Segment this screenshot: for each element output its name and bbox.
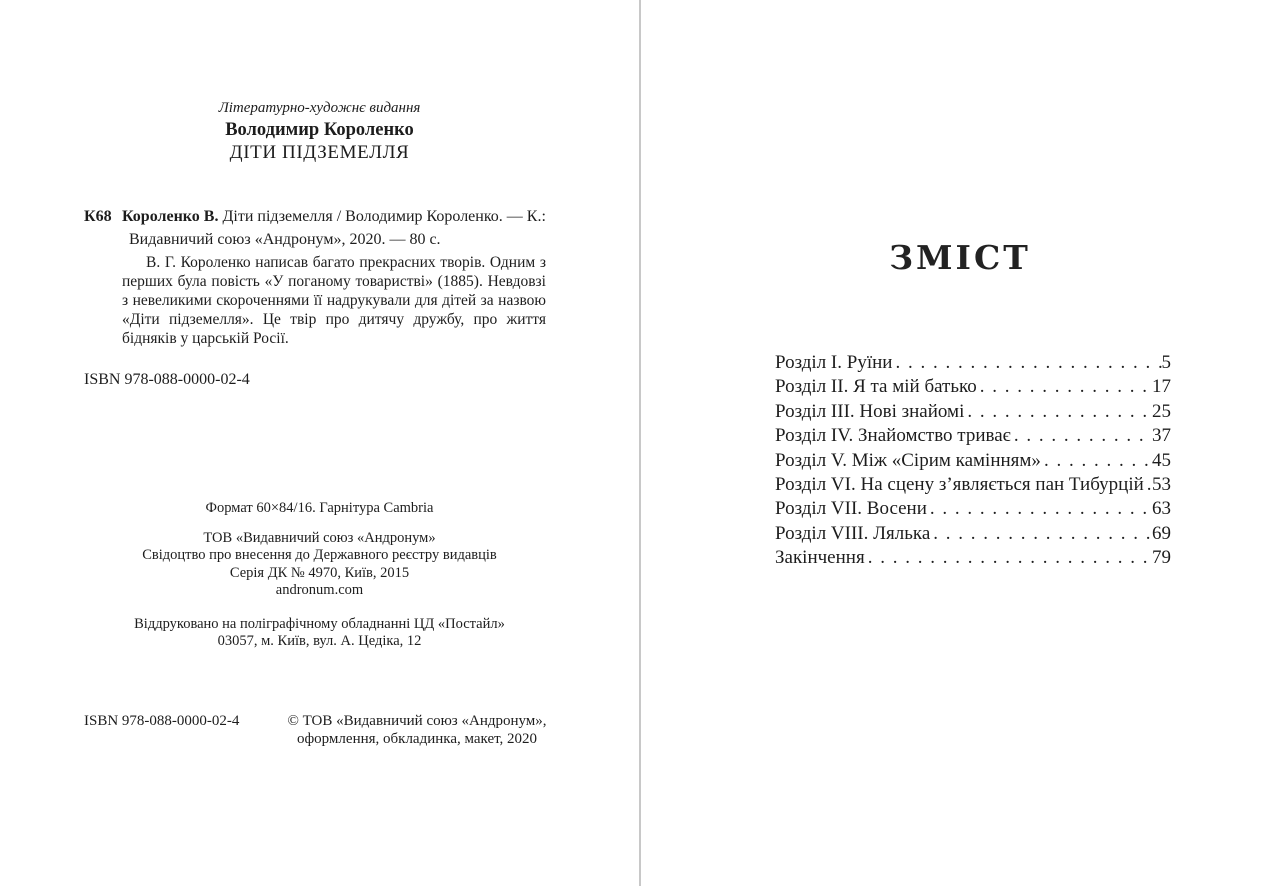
- toc-entry: [775, 449, 1171, 473]
- edition-note: Літературно-художнє видання: [218, 100, 421, 116]
- bibliographic-record: [84, 205, 556, 251]
- toc-list: [775, 351, 1171, 571]
- book-annotation: В. Г. Короленко написав багато прекрасних творів. Одним з перших була повість «У поганому товаристві» (1885). Невдовзі з невеликими скороченнями її надрукували для дітей за назвою «Діти підземелля». Це твір про дитячу дружбу, про життя бідняків у царській Росії.: [122, 254, 546, 347]
- toc-entry: [775, 424, 1171, 448]
- toc-entry-label: Розділ III. Нові знайомі: [775, 400, 965, 422]
- bib-text: [122, 205, 546, 251]
- toc-leader-dots: [1014, 424, 1152, 448]
- imprint-page: [0, 0, 639, 886]
- printing-address: 03057, м. Київ, вул. А. Цедіка, 12: [217, 633, 422, 650]
- author-name: Володимир Короленко: [225, 120, 414, 140]
- contents-page: [641, 0, 1279, 886]
- copyright-line-2: оформлення, обкладинка, макет, 2020: [296, 730, 538, 747]
- toc-entry: [775, 546, 1171, 570]
- toc-entry: [775, 400, 1171, 424]
- printing-block: [0, 616, 639, 651]
- copyright-line-1: © ТОВ «Видавничий союз «Андронум»,: [287, 713, 547, 729]
- toc-entry-label: Розділ VIII. Лялька: [775, 522, 931, 544]
- toc-leader-dots: [980, 375, 1152, 399]
- toc-entry-page: 45: [1152, 449, 1171, 471]
- toc-entry-label: Розділ IV. Знайомство триває: [775, 425, 1011, 447]
- bib-line-2: Видавничий союз «Андронум», 2020. — 80 с.: [129, 231, 441, 248]
- toc-leader-dots: [930, 497, 1152, 521]
- toc-entry-page: 25: [1152, 400, 1171, 422]
- footer-copyright: [286, 713, 548, 748]
- book-title: ДІТИ ПІДЗЕМЕЛЛЯ: [229, 142, 410, 163]
- publisher-website: andronum.com: [275, 581, 364, 598]
- bib-line-1: [122, 205, 546, 228]
- toc-entry-label: Розділ VI. На сцену з’являється пан Тибурцій: [775, 474, 1144, 496]
- toc-entry-label: Розділ V. Між «Сірим камінням»: [775, 449, 1041, 471]
- toc-leader-dots: [967, 400, 1152, 424]
- toc-entry-page: 5: [1161, 352, 1171, 373]
- bib-line-1-rest: Діти підземелля / Володимир Короленко. — К.:: [222, 208, 546, 225]
- toc-entry-page: 17: [1152, 376, 1171, 398]
- bib-author-lead: Короленко В.: [122, 208, 219, 225]
- publisher-certificate: Свідоцтво про внесення до Державного реєстру видавців: [142, 547, 497, 564]
- toc-leader-dots: [1044, 449, 1152, 473]
- toc-entry: [775, 473, 1171, 497]
- bib-classification-code: К68: [84, 208, 112, 225]
- imprint-header: [0, 99, 639, 164]
- toc-leader-dots: [895, 351, 1161, 375]
- format-line: Формат 60×84/16. Гарнітура Cambria: [205, 500, 434, 516]
- toc-leader-dots: [868, 546, 1152, 570]
- toc-entry-page: 79: [1152, 547, 1171, 569]
- toc-entry-page: 63: [1152, 498, 1171, 520]
- toc-entry-page: 37: [1152, 425, 1171, 447]
- isbn-line: ISBN 978-088-0000-02-4: [84, 371, 250, 388]
- footer-isbn: ISBN 978-088-0000-02-4: [84, 713, 240, 729]
- toc-leader-dots: [933, 522, 1152, 546]
- toc-entry: [775, 375, 1171, 399]
- toc-entry: [775, 522, 1171, 546]
- toc-heading: ЗМІСТ: [889, 238, 1031, 277]
- toc-entry: [775, 497, 1171, 521]
- toc-entry-page: 53: [1152, 474, 1171, 496]
- publisher-name: ТОВ «Видавничий союз «Андронум»: [203, 530, 436, 546]
- toc-entry: [775, 351, 1171, 375]
- toc-entry-label: Закінчення: [775, 547, 865, 569]
- toc-entry-label: Розділ I. Руїни: [775, 352, 893, 373]
- printing-house: Віддруковано на поліграфічному обладнанні ЦД «Постайл»: [134, 616, 505, 632]
- toc-entry-label: Розділ II. Я та мій батько: [775, 376, 977, 398]
- toc-entry-label: Розділ VII. Восени: [775, 498, 927, 520]
- publisher-series: Серія ДК № 4970, Київ, 2015: [229, 564, 410, 581]
- publisher-block: [0, 530, 639, 599]
- toc-entry-page: 69: [1152, 522, 1171, 544]
